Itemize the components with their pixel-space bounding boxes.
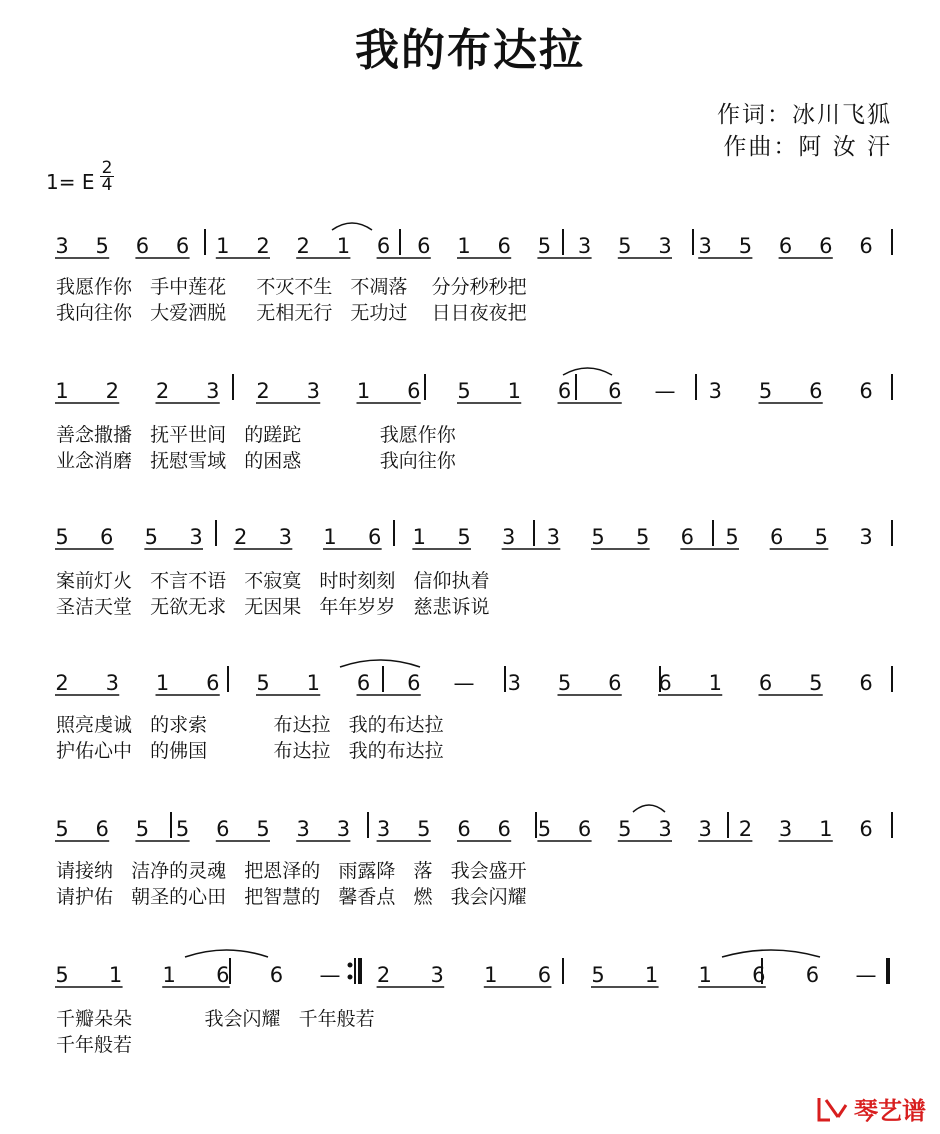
note: 6 (175, 234, 190, 258)
note: 6 (216, 817, 230, 841)
note: 1 (708, 671, 722, 695)
note: 6 (356, 671, 371, 695)
note: 2 (105, 379, 119, 403)
repeat-dot (348, 963, 353, 968)
note: 5 (256, 817, 270, 841)
song-title: 我的布达拉 (355, 25, 585, 76)
note: 6 (99, 525, 114, 549)
lyric-line: 请接纳 洁净的灵魂 把恩泽的 雨露降 落 我会盛开 (56, 860, 527, 882)
note: 6 (206, 671, 220, 695)
note: 3 (430, 963, 444, 987)
note: 6 (819, 234, 833, 258)
note: 5 (738, 234, 753, 258)
note: — (453, 671, 475, 695)
note: — (855, 963, 877, 987)
note: 6 (537, 963, 552, 987)
note: 6 (680, 525, 695, 549)
note: 5 (591, 963, 605, 987)
note: 6 (417, 234, 431, 258)
tie-slur (185, 950, 268, 957)
note: 1 (155, 671, 170, 695)
note: 5 (144, 525, 159, 549)
note: 1 (323, 525, 337, 549)
note: 5 (95, 234, 109, 258)
note: 1 (484, 963, 498, 987)
note: 5 (457, 525, 471, 549)
note: 3 (859, 525, 873, 549)
note: 5 (55, 963, 69, 987)
note: 6 (497, 817, 511, 841)
lyric-line: 千年般若 (56, 1034, 133, 1056)
note: 3 (507, 671, 521, 695)
note: 2 (256, 379, 270, 403)
note: 3 (105, 671, 119, 695)
note: 3 (577, 234, 592, 258)
note: 6 (658, 671, 672, 695)
note: 5 (635, 525, 650, 549)
note: 6 (859, 671, 873, 695)
note: 6 (859, 234, 873, 258)
logo-icon (816, 1095, 850, 1123)
note: 6 (216, 963, 230, 987)
note: 6 (407, 671, 421, 695)
composer-credit: 作曲：阿 汝 汗 (723, 134, 892, 160)
note: 6 (859, 817, 873, 841)
note: 3 (336, 817, 351, 841)
note: 6 (135, 234, 150, 258)
note: 6 (608, 671, 622, 695)
lyric-line: 我向往你 大爱洒脱 无相无行 无功过 日日夜夜把 (56, 302, 527, 324)
note: 3 (55, 234, 69, 258)
note: 1 (336, 234, 351, 258)
note: 5 (618, 234, 632, 258)
note: 5 (814, 525, 829, 549)
note: 2 (256, 234, 270, 258)
note: 3 (778, 817, 793, 841)
note: 3 (708, 379, 722, 403)
note: 3 (501, 525, 516, 549)
lyric-line: 圣洁天堂 无欲无求 无因果 年年岁岁 慈悲诉说 (56, 596, 490, 618)
note: 2 (233, 525, 248, 549)
note: 2 (376, 963, 391, 987)
note: 1 (457, 234, 471, 258)
site-logo[interactable] (816, 1091, 926, 1126)
note: 6 (557, 379, 572, 403)
note: 1 (412, 525, 427, 549)
note: 3 (698, 817, 712, 841)
note: 1 (162, 963, 176, 987)
note: 6 (457, 817, 471, 841)
note: 6 (497, 234, 511, 258)
note: 3 (189, 525, 203, 549)
note: 1 (356, 379, 371, 403)
tie-slur (633, 805, 665, 812)
note: 6 (758, 671, 773, 695)
note: 1 (306, 671, 320, 695)
note: 5 (537, 817, 552, 841)
lyric-line: 业念消磨 抚慰雪域 的困惑 我向往你 (56, 450, 456, 472)
note: 6 (407, 379, 421, 403)
note: 6 (95, 817, 109, 841)
lyric-line: 我愿作你 手中莲花 不灭不生 不凋落 分分秒秒把 (56, 276, 527, 298)
note: 3 (658, 234, 672, 258)
note: 3 (206, 379, 220, 403)
tie-slur (722, 950, 820, 957)
time-signature-top: 2 (101, 158, 113, 178)
note: 3 (278, 525, 293, 549)
note: 1 (216, 234, 230, 258)
note: 5 (537, 234, 552, 258)
note: 2 (55, 671, 69, 695)
note: 5 (417, 817, 431, 841)
note: 3 (376, 817, 391, 841)
note: 1 (108, 963, 123, 987)
note: 5 (591, 525, 605, 549)
lyric-line: 善念撒播 抚平世间 的蹉跎 我愿作你 (56, 424, 456, 446)
note: — (319, 963, 341, 987)
note: 6 (752, 963, 766, 987)
note: 1 (819, 817, 833, 841)
logo-text: 琴艺谱 (854, 1097, 926, 1125)
note: 5 (809, 671, 823, 695)
note: 6 (367, 525, 382, 549)
note: 2 (296, 234, 310, 258)
note: 5 (557, 671, 572, 695)
note: 3 (296, 817, 310, 841)
tie-slur (340, 660, 420, 667)
lyric-line: 护佑心中 的佛国 布达拉 我的布达拉 (56, 740, 444, 762)
note: 2 (155, 379, 170, 403)
note: 6 (376, 234, 391, 258)
note: 6 (859, 379, 873, 403)
note: 5 (175, 817, 190, 841)
tie-slur (563, 368, 612, 375)
note: 6 (269, 963, 284, 987)
note: 5 (758, 379, 773, 403)
lyricist-credit: 作词：冰川飞狐 (717, 102, 892, 128)
note: 5 (55, 817, 69, 841)
note: 3 (546, 525, 561, 549)
repeat-dot (348, 975, 353, 980)
note: 6 (608, 379, 622, 403)
note: 5 (256, 671, 270, 695)
note: 1 (644, 963, 659, 987)
note: 5 (135, 817, 150, 841)
lyric-line: 案前灯火 不言不语 不寂寞 时时刻刻 信仰执着 (56, 570, 490, 592)
time-signature-bottom: 4 (101, 175, 113, 195)
note: 3 (698, 234, 712, 258)
lyric-line: 请护佑 朝圣的心田 把智慧的 馨香点 燃 我会闪耀 (56, 886, 527, 908)
note: 1 (698, 963, 712, 987)
note: 6 (577, 817, 592, 841)
note: 5 (725, 525, 739, 549)
key-signature: 1= E (46, 170, 95, 194)
note: 3 (306, 379, 320, 403)
note: 6 (769, 525, 784, 549)
note: 3 (658, 817, 672, 841)
note: 1 (55, 379, 69, 403)
note: — (654, 379, 676, 403)
note: 5 (618, 817, 632, 841)
note: 5 (457, 379, 471, 403)
note: 1 (507, 379, 521, 403)
lyric-line: 千瓣朵朵 我会闪耀 千年般若 (56, 1008, 375, 1030)
note: 6 (809, 379, 823, 403)
lyric-line: 照亮虔诚 的求索 布达拉 我的布达拉 (56, 714, 444, 736)
note: 5 (55, 525, 69, 549)
note: 2 (738, 817, 753, 841)
note: 6 (778, 234, 793, 258)
tie-slur (332, 223, 372, 230)
note: 6 (805, 963, 820, 987)
